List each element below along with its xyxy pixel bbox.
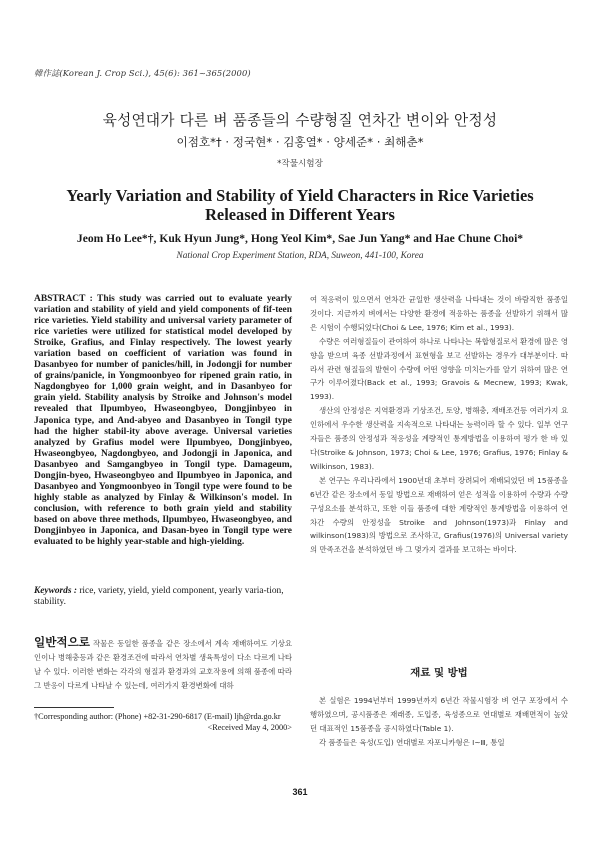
keywords-label: Keywords : [34,586,77,596]
keywords [34,586,292,609]
paragraph: 본 실험은 1994년부터 1999년까지 6년간 작물시험장 벼 연구 포장에서 수행하였으며, 공시품종은 재래종, 도입종, 육성종으로 연대별로 재배면적이 높았던 대표적인 15품종을 공시하였다(Table 1). [310,696,568,733]
korean-affiliation: *작물시험장 [277,159,323,169]
intro-text: 작물은 동일한 품종을 같은 장소에서 계속 재배하여도 기상요인이나 병해충등과 같은 환경조건에 따라서 연차별 생육특성이 다소 다르게 나타날 수 있다. 이러한 변화는 각각의 형질과 환경과의 교호작용에 의해 품종에 따라 그 반응이 다르게 나타날 수 있는데, 여러가지 환경변화에 대하 [34,639,292,690]
korean-authors: 이점호*† · 정국현* · 김홍열* · 양세준* · 최해춘* [176,135,424,149]
footnote-rule [34,707,114,708]
abstract-label: ABSTRACT : [34,294,93,304]
received-date: <Received May 4, 2000> [207,723,292,732]
abstract-text: This study was carried out to evaluate yearly variation and stability of yield and yield components of fif-teen rice varieties. Yield stability and universal variety parameter of rice varieties were utilized for statistical model developed by Stroike, Grafius, and Finlay respectively. The lowest yearly variation based on coefficient of variation was found in Dasanbyeo for number of panicles/hill, in Jodongji for number of grains/panicle, in Yongmoonbyeo for ripened grain ratio, in Nagdongbyeo for 1,000 grain weight, and in Dasanbyeo for grain yield. Stability analysis by Stroike and Johnson's model revealed that Ilpumbyeo, Hwaseongbyeo, Dongjinbyeo in Japonica type, and And-abyeo and Dasanbyeo in Tongil type had the higher stabil-ity above average. Universal varieties analyzed by Grafius model were Ilpumbyeo, Dongjinbyeo, Hwaseongbyeo, Nagdongbyeo, and Jodongji in Japonica, and Dasanbyeo and Samgangbyeo in Tongil type. Damageum, Dongjin-byeo, Hwaseongbyeo and Ilpumbyeo in Japonica, and Dasanbyeo and Yongmoonbyeo in Tongil type were found to be highly stable as analyzed by Finlay & Wilkinson's model. In conclusion, with reference to both grain yield and stability based on above three methods, Ilpumbyeo, Hwaseongbyeo, and Dongjinbyeo in Japonica, and Dasan-byeo in Tongil type were evaluated to be highly year-stable and high-yielding. [34,294,292,548]
journal-header: 韓作誌(Korean J. Crop Sci.), 45(6): 361~365(2000) [34,68,251,78]
paragraph: 생산의 안정성은 지역환경과 기상조건, 토양, 병해충, 재배조건등 여러가지 요인하에서 우수한 생산력을 지속적으로 나타내는 능력이라 할 수 있다. 일부 연구자들은 품종의 안정성과 적응성을 계량적인 통계방법을 이용하여 평가 한 바 있다(Stroike & Johnson, 1973; Choi & Lee, 1976; Grafius, 1976; Finlay & Wilkinson, 1983). [310,406,568,471]
introduction-paragraph [34,636,292,693]
paragraph: 본 연구는 우리나라에서 1900년대 초부터 장려되어 재배되었던 벼 15품종을 6년간 같은 장소에서 동일 방법으로 재배하여 얻은 성적을 이용하여 수량과 수량구성요소를 분석하고, 또한 이들 품종에 대한 계량적인 통계방법을 이용하여 연차간 수량의 안정성을 Stroike and Johnson(1973)과 Finlay and wilkinson(1983)의 방법으로 조사하고, Grafius(1976)의 Universal variety의 만족조건을 분석하였던 바 그 몇가지 결과를 보고하는 바이다. [310,475,568,555]
korean-title: 육성연대가 다른 벼 품종들의 수량형질 연차간 변이와 안정성 [102,112,498,129]
section-heading: 재료 및 방법 [410,667,468,679]
english-authors: Jeom Ho Lee*†, Kuk Hyun Jung*, Hong Yeol Kim*, Sae Jun Yang* and Hae Chune Choi* [76,232,524,245]
methods-text [310,694,568,750]
paragraph: 각 품종들은 육성(도입) 연대별로 자포니카형은 Ⅰ~Ⅲ, 통일 [319,737,505,747]
english-affiliation: National Crop Experiment Station, RDA, Suweon, 441-100, Korea [176,251,424,261]
keywords-text: rice, variety, yield, yield component, yearly varia-tion, stability. [34,586,284,608]
english-title: Yearly Variation and Stability of Yield Characters in Rice Varieties Released in Different Years [66,186,534,224]
paragraph: 수량은 여러형질들이 관여하여 하나로 나타나는 복합형질로서 환경에 많은 영향을 받으며 육종 선발과정에서 표현형을 보고 선발하는 경우가 대부분이다. 따라서 관련 형질들의 발현이 수량에 어떤 영향을 미치는가를 알기 위하여 많은 연구가 이루어졌다(Back et al., 1993; Gravois & Mecnew, 1993; Kwak, 1993). [310,336,568,402]
footnote [34,711,292,733]
paragraph: 여 적응력이 있으면서 연차간 균일한 생산력을 나타내는 것이 바람직한 품종일 것이다. 지금까지 벼에서는 다양한 환경에 적응하는 품종을 선발하기 위해서 많은 시험이 수행되었다(Choi & Lee, 1976; Kim et al., 1993). [310,295,568,332]
footnote-correspondence: †Corresponding author: (Phone) +82-31-290-6817 (E-mail) ljh@rda.go.kr [34,712,281,721]
abstract [34,294,292,548]
right-column-text [310,293,568,557]
page-number: 361 [292,787,308,797]
intro-label: 일반적으로 [34,635,90,649]
